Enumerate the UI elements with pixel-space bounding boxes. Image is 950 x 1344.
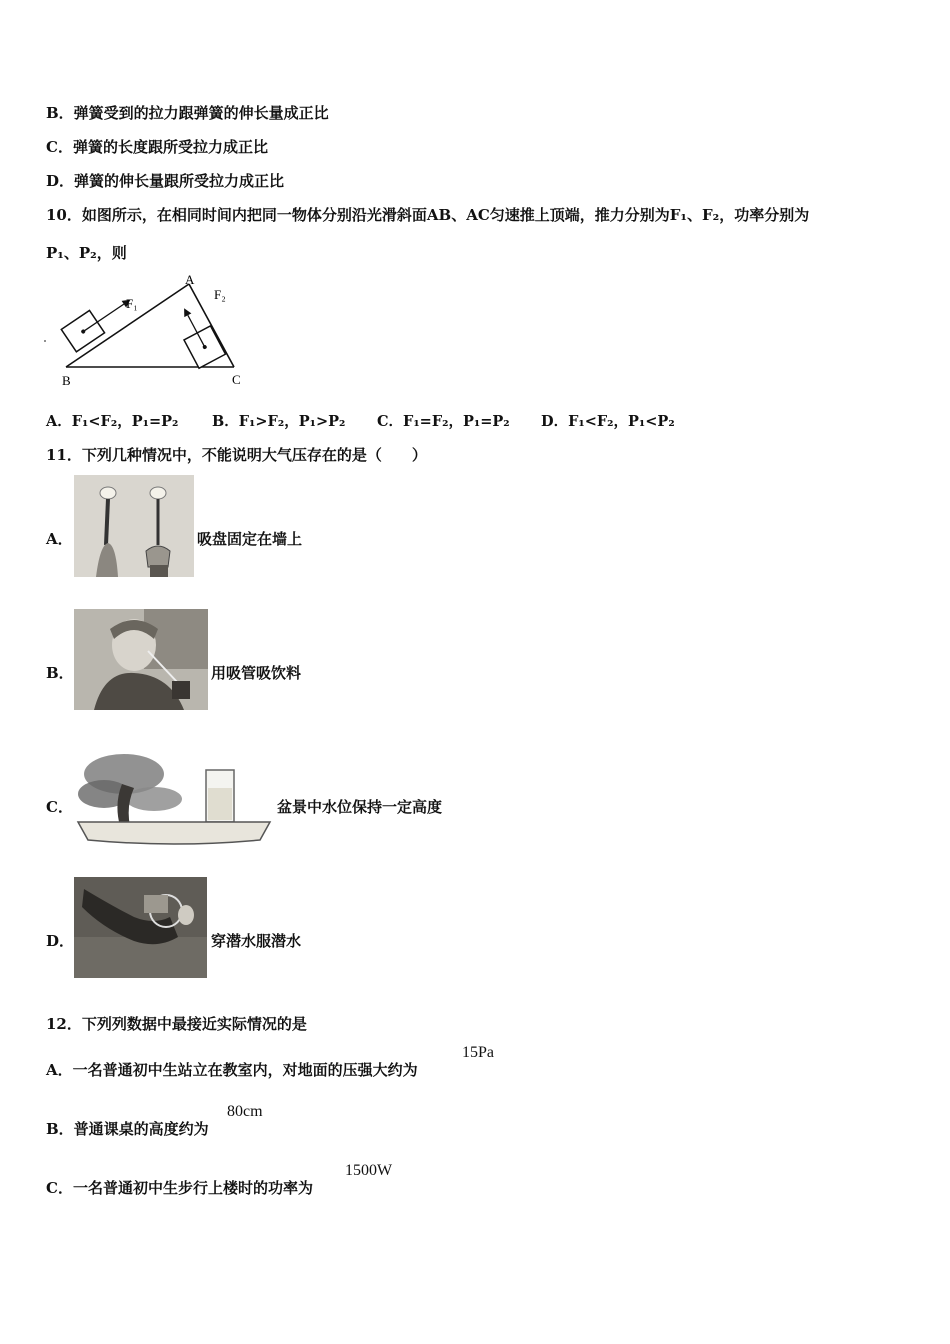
option-c-previous: C．弹簧的长度跟所受拉力成正比	[46, 138, 268, 156]
bonsai-photo	[74, 744, 274, 850]
q11-option-c-text: 盆景中水位保持一定高度	[277, 798, 443, 816]
q11-option-a-letter: A．	[46, 530, 73, 548]
q12-option-b-value: 80cm	[227, 1103, 263, 1120]
q10-stem-line1: 10．如图所示，在相同时间内把同一物体分别沿光滑斜面AB、AC匀速推上顶端，推力分别为F₁、F₂，功率分别为	[46, 206, 810, 224]
q12-option-b-text: B．普通课桌的高度约为	[46, 1120, 209, 1138]
q11-option-b-letter: B．	[46, 664, 74, 682]
q11-option-d-letter: D．	[46, 932, 75, 950]
q12-stem: 12．下列列数据中最接近实际情况的是	[46, 1015, 307, 1033]
diving-photo	[74, 877, 207, 978]
q12-option-c-value: 1500W	[345, 1162, 393, 1179]
option-d-previous: D．弹簧的伸长量跟所受拉力成正比	[46, 172, 285, 190]
q10-option-c: C．F₁=F₂，P₁=P₂	[377, 413, 510, 430]
q10-option-d: D．F₁<F₂，P₁<P₂	[541, 413, 675, 430]
incline-diagram	[44, 272, 274, 387]
label-a: A	[185, 272, 195, 287]
q11-option-c-letter: C．	[46, 798, 73, 816]
label-c: C	[232, 372, 241, 387]
label-f2: F₂	[214, 287, 226, 302]
q12-option-c-text: C．一名普通初中生步行上楼时的功率为	[46, 1179, 313, 1197]
label-b: B	[62, 373, 71, 387]
q12-option-a-value: 15Pa	[462, 1044, 494, 1061]
q11-option-d-text: 穿潜水服潜水	[211, 932, 302, 950]
drinking-straw-photo	[74, 609, 208, 710]
q10-option-b: B．F₁>F₂，P₁>P₂	[212, 413, 346, 430]
q11-option-a-text: 吸盘固定在墙上	[197, 530, 303, 548]
suction-cup-photo	[74, 475, 194, 577]
q10-option-a: A．F₁<F₂，P₁=P₂	[46, 413, 179, 430]
q10-stem-line2: P₁、P₂，则	[46, 244, 127, 262]
q12-option-a-text: A．一名普通初中生站立在教室内，对地面的压强大约为	[46, 1061, 418, 1079]
option-b-previous: B．弹簧受到的拉力跟弹簧的伸长量成正比	[46, 104, 329, 122]
label-f1: F₁	[126, 296, 138, 311]
q11-option-b-text: 用吸管吸饮料	[211, 664, 302, 682]
q11-stem: 11．下列几种情况中，不能说明大气压存在的是（ ）	[46, 446, 427, 464]
